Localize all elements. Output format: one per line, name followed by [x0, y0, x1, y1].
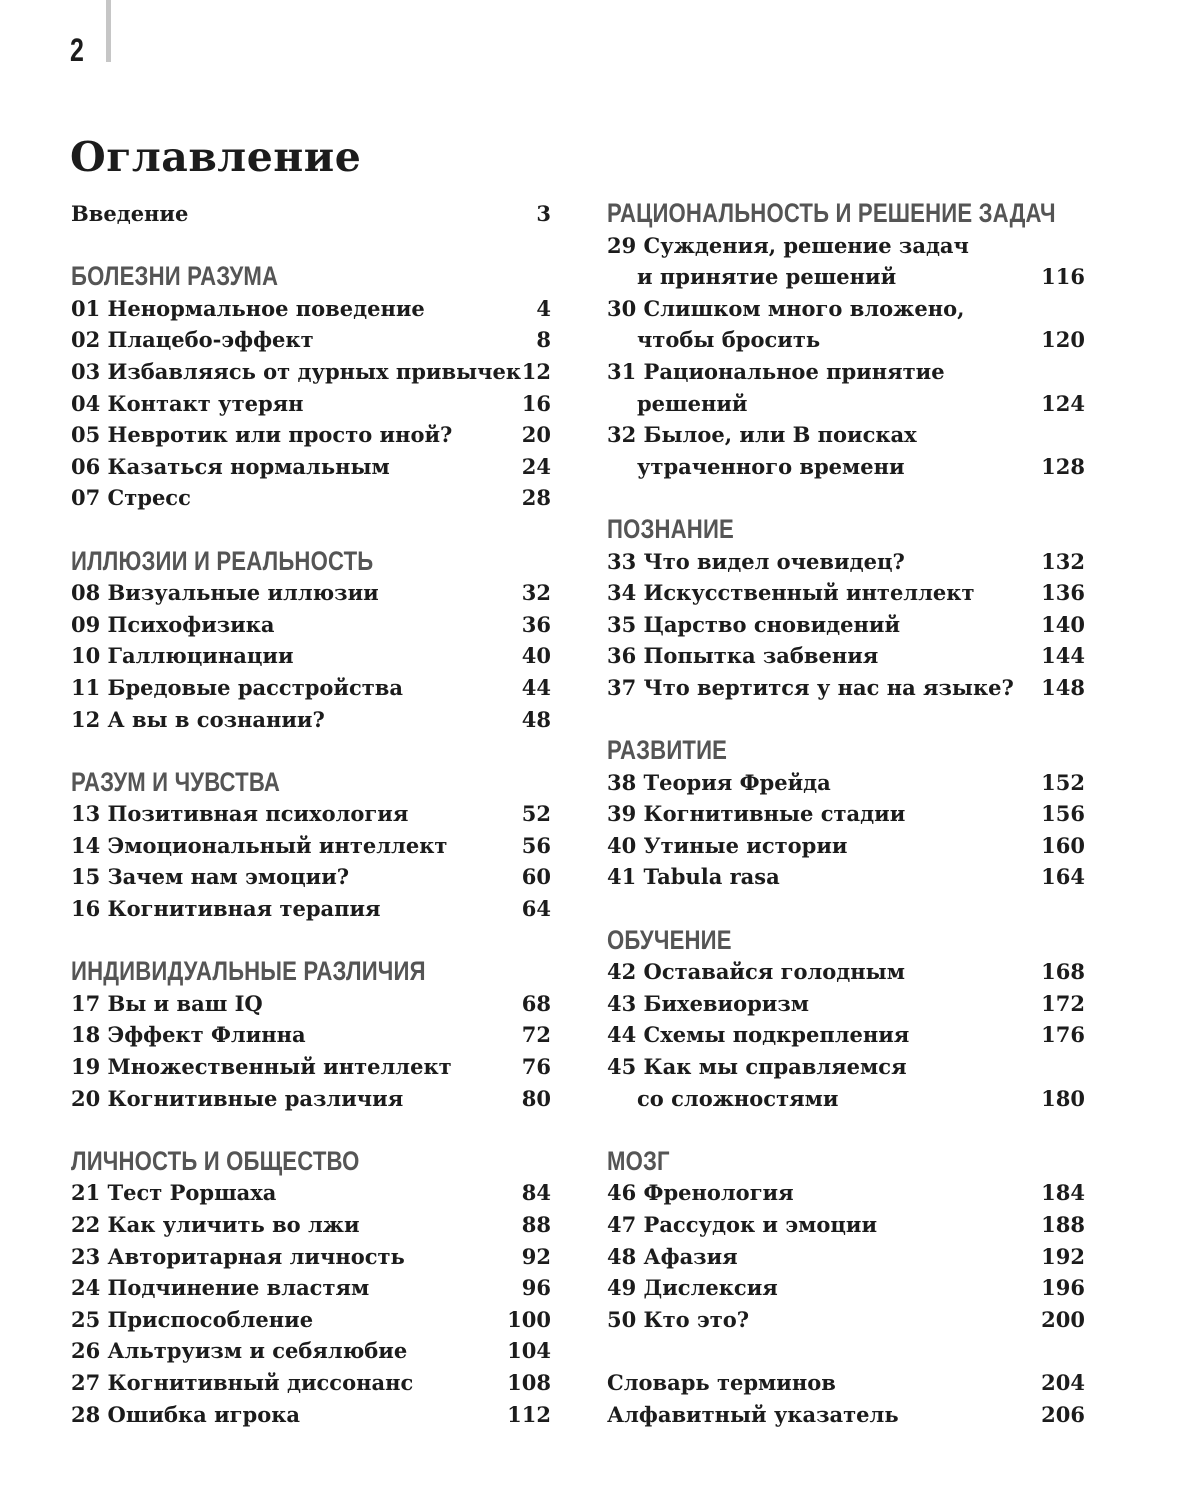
- section-heading: ОБУЧЕНИЕ: [607, 924, 732, 955]
- toc-entry-label: 38 Теория Фрейда: [607, 769, 831, 795]
- toc-entry-label: 25 Приспособление: [71, 1306, 314, 1332]
- toc-entry-label-line1: 31 Рациональное принятие: [607, 358, 945, 384]
- toc-entry-label: 36 Попытка забвения: [607, 643, 879, 669]
- toc-entry-label: 35 Царство сновидений: [607, 611, 901, 637]
- toc-entry[interactable]: [607, 609, 1085, 641]
- toc-entry-label: 27 Когнитивный диссонанс: [71, 1369, 414, 1395]
- toc-entry[interactable]: [607, 1019, 1085, 1051]
- toc-entry-page: 64: [521, 896, 551, 922]
- toc-entry-page: 196: [1041, 1275, 1085, 1301]
- toc-entry[interactable]: [607, 1177, 1085, 1209]
- toc-entry-page: 184: [1041, 1180, 1085, 1206]
- toc-entry-label: 09 Психофизика: [71, 611, 275, 637]
- toc-entry-label: 08 Визуальные иллюзии: [71, 580, 379, 606]
- toc-entry-back-matter[interactable]: [607, 1367, 1085, 1399]
- toc-entry-label: 10 Галлюцинации: [71, 643, 294, 669]
- toc-entry[interactable]: [71, 830, 551, 862]
- toc-entry[interactable]: [71, 1083, 551, 1115]
- toc-entry-label: 13 Позитивная психология: [71, 801, 409, 827]
- toc-entry[interactable]: [71, 640, 551, 672]
- toc-entry[interactable]: [607, 1304, 1085, 1336]
- toc-entry[interactable]: [607, 1051, 1085, 1114]
- section-heading: РАЗВИТИЕ: [607, 735, 728, 766]
- toc-entry-label: 06 Казаться нормальным: [71, 453, 390, 479]
- toc-entry-page: 20: [521, 422, 551, 448]
- toc-entry-label: 16 Когнитивная терапия: [71, 896, 381, 922]
- section-heading: ИЛЛЮЗИИ И РЕАЛЬНОСТЬ: [71, 545, 374, 576]
- toc-entry-page: 68: [521, 990, 551, 1016]
- toc-entry-page: 52: [521, 801, 551, 827]
- section-heading: ЛИЧНОСТЬ И ОБЩЕСТВО: [71, 1145, 360, 1176]
- toc-entry[interactable]: [71, 577, 551, 609]
- toc-entry-page: 206: [1041, 1401, 1085, 1427]
- toc-entry[interactable]: [607, 577, 1085, 609]
- toc-left-column: [71, 198, 551, 1430]
- toc-entry[interactable]: [71, 356, 551, 388]
- toc-entry-label: Введение: [71, 201, 189, 226]
- toc-entry[interactable]: [71, 1209, 551, 1241]
- toc-entry-label: 15 Зачем нам эмоции?: [71, 864, 350, 890]
- toc-entry-page: 156: [1041, 801, 1085, 827]
- toc-entry-line2: [607, 261, 1085, 293]
- toc-entry[interactable]: [71, 1272, 551, 1304]
- toc-entry[interactable]: [607, 767, 1085, 799]
- toc-entry[interactable]: [71, 861, 551, 893]
- toc-entry[interactable]: [71, 893, 551, 925]
- toc-entry[interactable]: [71, 609, 551, 641]
- toc-entry-page: 172: [1041, 990, 1085, 1016]
- toc-entry-line2: [607, 324, 1085, 356]
- toc-entry[interactable]: [71, 1367, 551, 1399]
- toc-entry-label: 05 Невротик или просто иной?: [71, 422, 453, 448]
- toc-entry-page: 148: [1041, 674, 1085, 700]
- toc-entry-page: 76: [521, 1054, 551, 1080]
- toc-entry-label: Словарь терминов: [607, 1369, 836, 1395]
- toc-entry-label-line2: и принятие решений: [637, 264, 897, 290]
- toc-entry[interactable]: [71, 1241, 551, 1273]
- toc-entry-label-line1: 32 Былое, или В поисках: [607, 422, 917, 448]
- toc-entry-label: 01 Ненормальное поведение: [71, 295, 425, 321]
- section-heading: БОЛЕЗНИ РАЗУМА: [71, 261, 279, 292]
- toc-entry-page: 32: [521, 580, 551, 606]
- toc-entry-label: 12 А вы в сознании?: [71, 706, 325, 732]
- toc-entry-label: 24 Подчинение властям: [71, 1275, 370, 1301]
- toc-entry-label: 49 Дислексия: [607, 1275, 778, 1301]
- toc-right-column: [607, 198, 1085, 1430]
- toc-entry-label: 04 Контакт утерян: [71, 390, 304, 416]
- toc-entry[interactable]: [71, 419, 551, 451]
- section-heading: ИНДИВИДУАЛЬНЫЕ РАЗЛИЧИЯ: [71, 956, 426, 987]
- page-title: Оглавление: [70, 133, 362, 181]
- toc-entry[interactable]: [71, 1051, 551, 1083]
- section-heading: РАЗУМ И ЧУВСТВА: [71, 766, 281, 797]
- toc-entry-page: 8: [536, 327, 551, 353]
- toc-entry[interactable]: [607, 1209, 1085, 1241]
- toc-entry-page: 104: [507, 1338, 551, 1364]
- toc-entry-label: 46 Френология: [607, 1180, 794, 1206]
- toc-entry-label: 02 Плацебо-эффект: [71, 327, 314, 353]
- toc-entry[interactable]: [71, 1019, 551, 1051]
- page-number: 2: [70, 32, 84, 68]
- toc-entry-page: 44: [521, 674, 551, 700]
- toc-entry-label: 48 Афазия: [607, 1243, 738, 1269]
- toc-entry-label: 18 Эффект Флинна: [71, 1022, 306, 1048]
- toc-entry-label: 37 Что вертится у нас на языке?: [607, 674, 1014, 700]
- toc-entry[interactable]: [71, 451, 551, 483]
- toc-entry-label: 23 Авторитарная личность: [71, 1243, 405, 1269]
- toc-entry-label: 44 Схемы подкрепления: [607, 1022, 910, 1048]
- toc-entry-page: 144: [1041, 643, 1085, 669]
- toc-entry-page: 80: [521, 1085, 551, 1111]
- toc-entry-page: 168: [1041, 959, 1085, 985]
- toc-entry[interactable]: [71, 798, 551, 830]
- toc-entry[interactable]: [71, 293, 551, 325]
- toc-entry[interactable]: [607, 640, 1085, 672]
- toc-entry-label: 47 Рассудок и эмоции: [607, 1212, 878, 1237]
- toc-entry-page: 192: [1041, 1243, 1085, 1269]
- toc-entry-page: 200: [1041, 1306, 1085, 1332]
- toc-entry-page: 152: [1041, 769, 1085, 795]
- toc-entry-page: 188: [1041, 1212, 1085, 1237]
- toc-entry-page: 60: [521, 864, 551, 890]
- toc-entry-label: 22 Как уличить во лжи: [71, 1212, 360, 1237]
- toc-entry-page: 88: [521, 1212, 551, 1237]
- toc-entry-label-line1: 30 Слишком много вложено,: [607, 295, 965, 321]
- toc-entry-page: 16: [521, 390, 551, 416]
- toc-entry-label: 20 Когнитивные различия: [71, 1085, 404, 1111]
- toc-entry-label: 28 Ошибка игрока: [71, 1401, 300, 1427]
- toc-entry[interactable]: [607, 798, 1085, 830]
- section-heading: ПОЗНАНИЕ: [607, 513, 734, 544]
- toc-entry[interactable]: [71, 1177, 551, 1209]
- toc-entry-label-line2: со сложностями: [637, 1085, 839, 1111]
- toc-entry-page: 128: [1041, 453, 1085, 479]
- toc-entry[interactable]: [71, 704, 551, 736]
- toc-entry-label-line2: решений: [637, 390, 748, 416]
- toc-entry-page: 3: [536, 201, 551, 226]
- toc-entry-label: 11 Бредовые расстройства: [71, 674, 403, 700]
- toc-entry-label: 26 Альтруизм и себялюбие: [71, 1338, 408, 1364]
- toc-entry[interactable]: [607, 672, 1085, 704]
- toc-entry-label: 03 Избавляясь от дурных привычек: [71, 358, 522, 384]
- toc-entry-label-line2: чтобы бросить: [637, 327, 821, 353]
- toc-entry[interactable]: [607, 1241, 1085, 1273]
- toc-entry[interactable]: [607, 419, 1085, 482]
- toc-entry[interactable]: [71, 1304, 551, 1336]
- toc-entry-page: 160: [1041, 832, 1085, 858]
- toc-entry-label: 14 Эмоциональный интеллект: [71, 832, 448, 858]
- toc-back-matter: [607, 1367, 1085, 1430]
- toc-left-sections: [71, 261, 551, 1430]
- toc-entry-page: 132: [1041, 548, 1085, 574]
- toc-entry[interactable]: [71, 1399, 551, 1431]
- toc-entry-label: 39 Когнитивные стадии: [607, 801, 906, 827]
- toc-entry-page: 36: [521, 611, 551, 637]
- section-heading: МОЗГ: [607, 1145, 670, 1176]
- toc-entry-page: 124: [1041, 390, 1085, 416]
- toc-entry-label-line1: 29 Суждения, решение задач: [607, 232, 969, 258]
- toc-entry-label: 50 Кто это?: [607, 1306, 750, 1332]
- toc-entry[interactable]: [71, 324, 551, 356]
- toc-entry-label: 42 Оставайся голодным: [607, 959, 905, 985]
- toc-entry[interactable]: [607, 230, 1085, 293]
- toc-entry[interactable]: [71, 988, 551, 1020]
- toc-entry-page: 48: [521, 706, 551, 732]
- toc-entry-page: 28: [521, 485, 551, 511]
- toc-entry-page: 136: [1041, 580, 1085, 606]
- toc-entry-page: 96: [521, 1275, 551, 1301]
- toc-entry-page: 12: [521, 358, 551, 384]
- toc-entry-label: 17 Вы и ваш IQ: [71, 990, 263, 1016]
- toc-right-sections: [607, 198, 1085, 1335]
- toc-entry-page: 120: [1041, 327, 1085, 353]
- toc-entry[interactable]: [607, 546, 1085, 578]
- toc-entry[interactable]: [71, 388, 551, 420]
- toc-entry[interactable]: [71, 482, 551, 514]
- toc-entry[interactable]: [607, 956, 1085, 988]
- toc-entry[interactable]: [607, 861, 1085, 893]
- toc-entry-back-matter[interactable]: [607, 1399, 1085, 1431]
- toc-entry-page: 100: [507, 1306, 551, 1332]
- toc-entry-page: 4: [536, 295, 551, 321]
- section-heading: РАЦИОНАЛЬНОСТЬ И РЕШЕНИЕ ЗАДАЧ: [607, 198, 1056, 228]
- toc-entry[interactable]: [607, 1272, 1085, 1304]
- toc-entry-line2: [607, 388, 1085, 420]
- toc-entry-line2: [607, 451, 1085, 483]
- toc-entry-page: 40: [521, 643, 551, 669]
- toc-entry[interactable]: [71, 1335, 551, 1367]
- toc-entry-page: 92: [521, 1243, 551, 1269]
- toc-entry-label: Алфавитный указатель: [607, 1401, 899, 1427]
- toc-entry-page: 84: [521, 1180, 551, 1206]
- toc-entry[interactable]: [607, 830, 1085, 862]
- toc-entry-label: 21 Тест Роршаха: [71, 1180, 277, 1206]
- toc-entry-label: 33 Что видел очевидец?: [607, 548, 905, 574]
- toc-entry-page: 140: [1041, 611, 1085, 637]
- toc-entry-page: 180: [1041, 1085, 1085, 1111]
- toc-entry-label: 07 Стресс: [71, 485, 191, 511]
- toc-entry-page: 56: [521, 832, 551, 858]
- toc-entry-page: 72: [521, 1022, 551, 1048]
- toc-entry-label-line2: утраченного времени: [637, 453, 905, 479]
- toc-entry-label-line1: 45 Как мы справляемся: [607, 1054, 907, 1080]
- toc-entry-label: 43 Бихевиоризм: [607, 990, 810, 1016]
- page-rule: [106, 0, 111, 62]
- toc-entry-page: 112: [507, 1401, 551, 1427]
- toc-entry-page: 116: [1041, 264, 1085, 290]
- toc-entry-intro[interactable]: [71, 198, 551, 230]
- toc-entry-label: 40 Утиные истории: [607, 832, 848, 858]
- toc-entry-page: 164: [1041, 864, 1085, 890]
- toc-entry-label: 34 Искусственный интеллект: [607, 580, 975, 606]
- toc-entry-label: 41 Tabula rasa: [607, 864, 780, 890]
- toc-entry[interactable]: [607, 988, 1085, 1020]
- toc-entry-page: 176: [1041, 1022, 1085, 1048]
- toc-entry-page: 24: [521, 453, 551, 479]
- toc-entry-page: 204: [1041, 1369, 1085, 1395]
- toc-entry-page: 108: [507, 1369, 551, 1395]
- toc-entry-label: 19 Множественный интеллект: [71, 1054, 452, 1080]
- toc-entry[interactable]: [71, 672, 551, 704]
- toc-entry-line2: [607, 1083, 1085, 1115]
- toc-entry[interactable]: [607, 293, 1085, 356]
- toc-entry[interactable]: [607, 356, 1085, 419]
